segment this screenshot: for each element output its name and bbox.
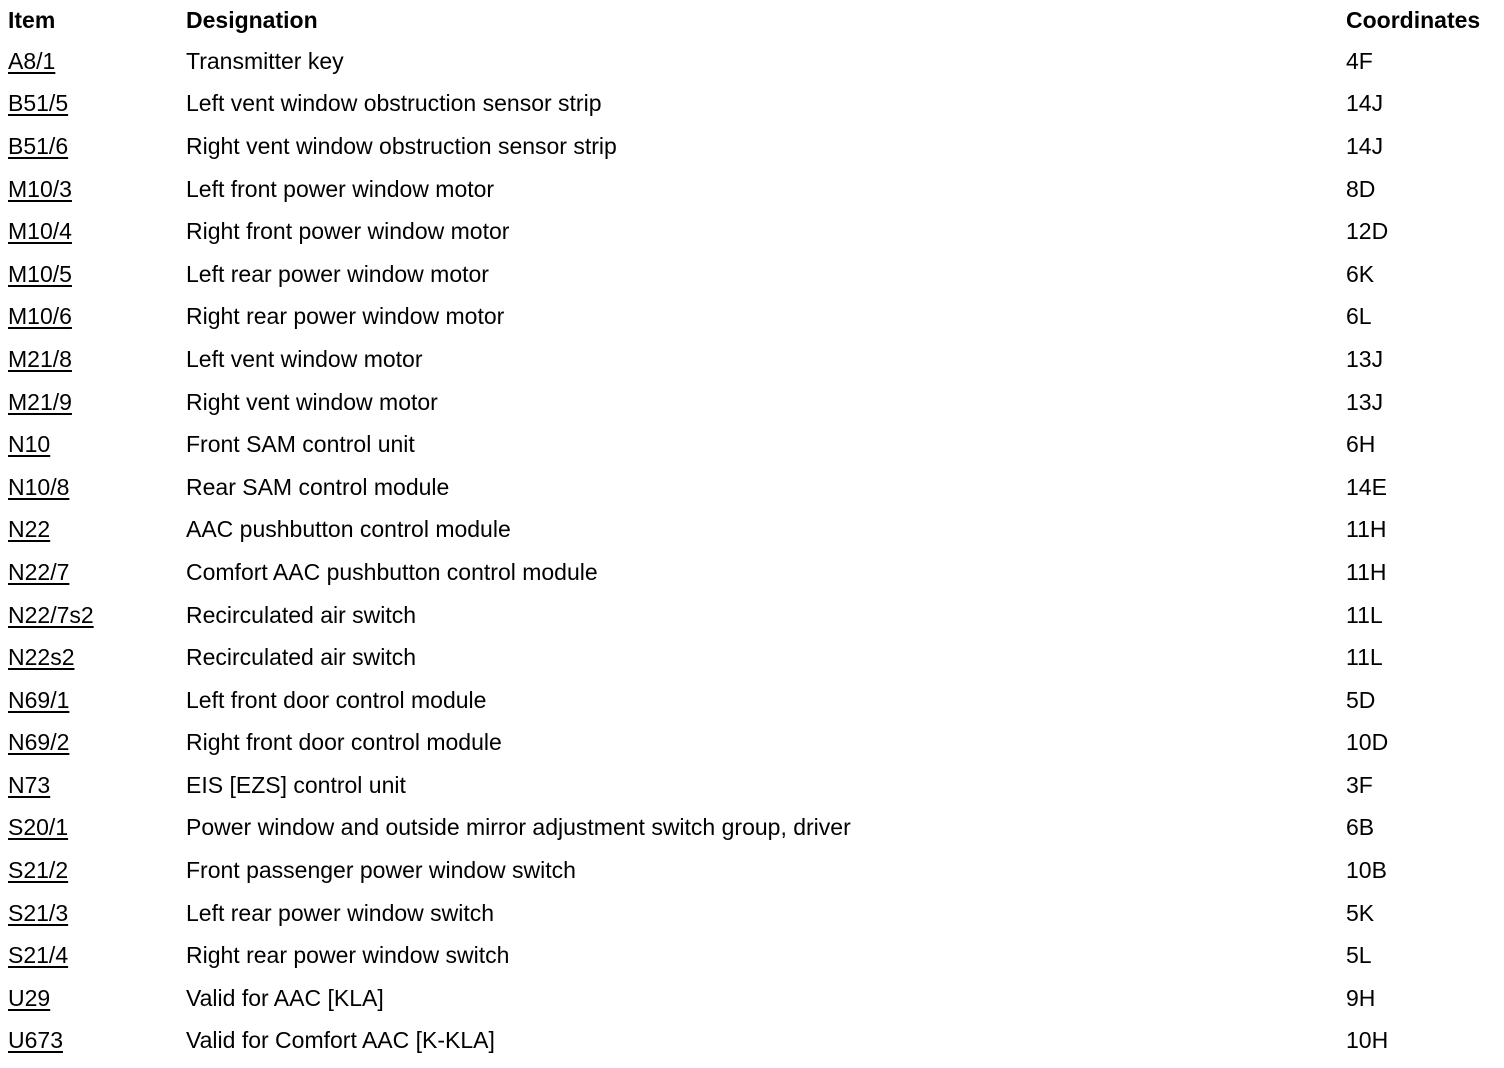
coordinates-cell: 14J [1346, 90, 1384, 117]
designation-cell: Front SAM control unit [186, 431, 415, 458]
designation-cell: Recirculated air switch [186, 644, 417, 671]
designation-cell: Valid for Comfort AAC [K-KLA] [186, 1027, 495, 1054]
item-cell [0, 210, 186, 253]
coordinates-cell: 13J [1346, 345, 1384, 372]
coordinates-cell: 10D [1346, 729, 1389, 756]
coordinates-cell: 11L [1346, 601, 1383, 628]
coordinates-cell: 5D [1346, 686, 1376, 713]
coordinates-cell: 5K [1346, 899, 1375, 926]
designation-cell: Right front power window motor [186, 218, 510, 245]
item-cell [0, 40, 186, 83]
item-cell [0, 423, 186, 466]
table-row [0, 594, 1504, 637]
item-link[interactable]: N22 [8, 516, 51, 543]
designation-cell: Rear SAM control module [186, 473, 450, 500]
designation-cell: Right vent window motor [186, 388, 438, 415]
item-cell [0, 125, 186, 168]
header-coordinates: Coordinates [1346, 6, 1481, 33]
item-cell [0, 594, 186, 637]
table-row [0, 807, 1504, 850]
item-cell [0, 83, 186, 126]
table-row [0, 168, 1504, 211]
table-row [0, 83, 1504, 126]
item-link[interactable]: N10 [8, 431, 51, 458]
item-link[interactable]: N69/2 [8, 729, 70, 756]
item-cell [0, 679, 186, 722]
designation-cell: Comfort AAC pushbutton control module [186, 558, 598, 585]
item-cell [0, 466, 186, 509]
item-cell [0, 934, 186, 977]
table-body [0, 40, 1504, 1062]
coordinates-cell: 6B [1346, 814, 1375, 841]
item-cell [0, 551, 186, 594]
item-cell [0, 1020, 186, 1063]
designation-cell: Front passenger power window switch [186, 857, 576, 884]
designation-cell: EIS [EZS] control unit [186, 771, 406, 798]
item-link[interactable]: N22/7 [8, 558, 70, 585]
designation-cell: Right front door control module [186, 729, 502, 756]
item-link[interactable]: N22s2 [8, 644, 75, 671]
item-link[interactable]: M10/5 [8, 260, 72, 287]
item-cell [0, 807, 186, 850]
item-cell [0, 338, 186, 381]
table-row [0, 509, 1504, 552]
table-row [0, 40, 1504, 83]
designation-cell: Right rear power window motor [186, 303, 505, 330]
header-row [0, 0, 1504, 40]
coordinates-cell: 8D [1346, 175, 1376, 202]
item-cell [0, 722, 186, 765]
table-row [0, 125, 1504, 168]
table-row [0, 636, 1504, 679]
item-link[interactable]: N69/1 [8, 686, 70, 713]
item-link[interactable]: N73 [8, 771, 51, 798]
coordinates-cell: 11H [1346, 516, 1387, 543]
designation-cell: AAC pushbutton control module [186, 516, 511, 543]
coordinates-cell: 10B [1346, 857, 1387, 884]
item-link[interactable]: U673 [8, 1027, 63, 1054]
item-cell [0, 892, 186, 935]
item-link[interactable]: U29 [8, 984, 51, 1011]
item-link[interactable]: S21/4 [8, 942, 69, 969]
coordinates-cell: 3F [1346, 771, 1373, 798]
designation-cell: Left rear power window switch [186, 899, 495, 926]
designation-cell: Right vent window obstruction sensor strip [186, 132, 617, 159]
item-cell [0, 253, 186, 296]
coordinates-cell: 13J [1346, 388, 1384, 415]
item-cell [0, 381, 186, 424]
item-link[interactable]: M21/8 [8, 345, 72, 372]
coordinates-cell: 11L [1346, 644, 1383, 671]
table-row [0, 423, 1504, 466]
coordinates-cell: 5L [1346, 942, 1372, 969]
item-cell [0, 168, 186, 211]
item-link[interactable]: M21/9 [8, 388, 72, 415]
designation-cell: Valid for AAC [KLA] [186, 984, 384, 1011]
header-designation: Designation [186, 6, 318, 33]
designation-cell: Power window and outside mirror adjustment switch group, driver [186, 814, 851, 841]
coordinates-cell: 12D [1346, 218, 1389, 245]
coordinates-cell: 10H [1346, 1027, 1389, 1054]
item-link[interactable]: S21/2 [8, 857, 69, 884]
table-header [0, 0, 1504, 40]
coordinates-cell: 11H [1346, 558, 1387, 585]
coordinates-cell: 6K [1346, 260, 1375, 287]
table-row [0, 466, 1504, 509]
table-row [0, 722, 1504, 765]
coordinates-cell: 14J [1346, 132, 1384, 159]
designation-cell: Transmitter key [186, 47, 344, 74]
designation-cell: Left vent window obstruction sensor strip [186, 90, 602, 117]
item-cell [0, 764, 186, 807]
item-link[interactable]: M10/3 [8, 175, 72, 202]
item-link[interactable]: S20/1 [8, 814, 69, 841]
designation-cell: Right rear power window switch [186, 942, 510, 969]
item-link[interactable]: N10/8 [8, 473, 70, 500]
table-row [0, 338, 1504, 381]
item-cell [0, 977, 186, 1020]
coordinates-cell: 4F [1346, 47, 1373, 74]
table-row [0, 253, 1504, 296]
item-cell [0, 509, 186, 552]
table-row [0, 1020, 1504, 1063]
item-link[interactable]: S21/3 [8, 899, 69, 926]
item-link[interactable]: A8/1 [8, 47, 56, 74]
coordinates-cell: 14E [1346, 473, 1387, 500]
designation-cell: Left front door control module [186, 686, 487, 713]
table-row [0, 679, 1504, 722]
table-row [0, 764, 1504, 807]
table-row [0, 296, 1504, 339]
table-row [0, 381, 1504, 424]
item-link[interactable]: M10/6 [8, 303, 72, 330]
table-row [0, 977, 1504, 1020]
item-link[interactable]: B51/6 [8, 132, 69, 159]
item-cell [0, 296, 186, 339]
item-cell [0, 636, 186, 679]
designation-cell: Left rear power window motor [186, 260, 489, 287]
table-row [0, 892, 1504, 935]
header-item: Item [8, 6, 56, 33]
item-link[interactable]: M10/4 [8, 218, 72, 245]
designation-cell: Recirculated air switch [186, 601, 417, 628]
table-row [0, 934, 1504, 977]
table-row [0, 551, 1504, 594]
item-link[interactable]: N22/7s2 [8, 601, 94, 628]
table-row [0, 210, 1504, 253]
designation-cell: Left vent window motor [186, 345, 423, 372]
designation-cell: Left front power window motor [186, 175, 495, 202]
coordinates-cell: 6H [1346, 431, 1376, 458]
table-row [0, 849, 1504, 892]
coordinates-cell: 6L [1346, 303, 1372, 330]
item-link[interactable]: B51/5 [8, 90, 69, 117]
item-cell [0, 849, 186, 892]
coordinates-cell: 9H [1346, 984, 1376, 1011]
